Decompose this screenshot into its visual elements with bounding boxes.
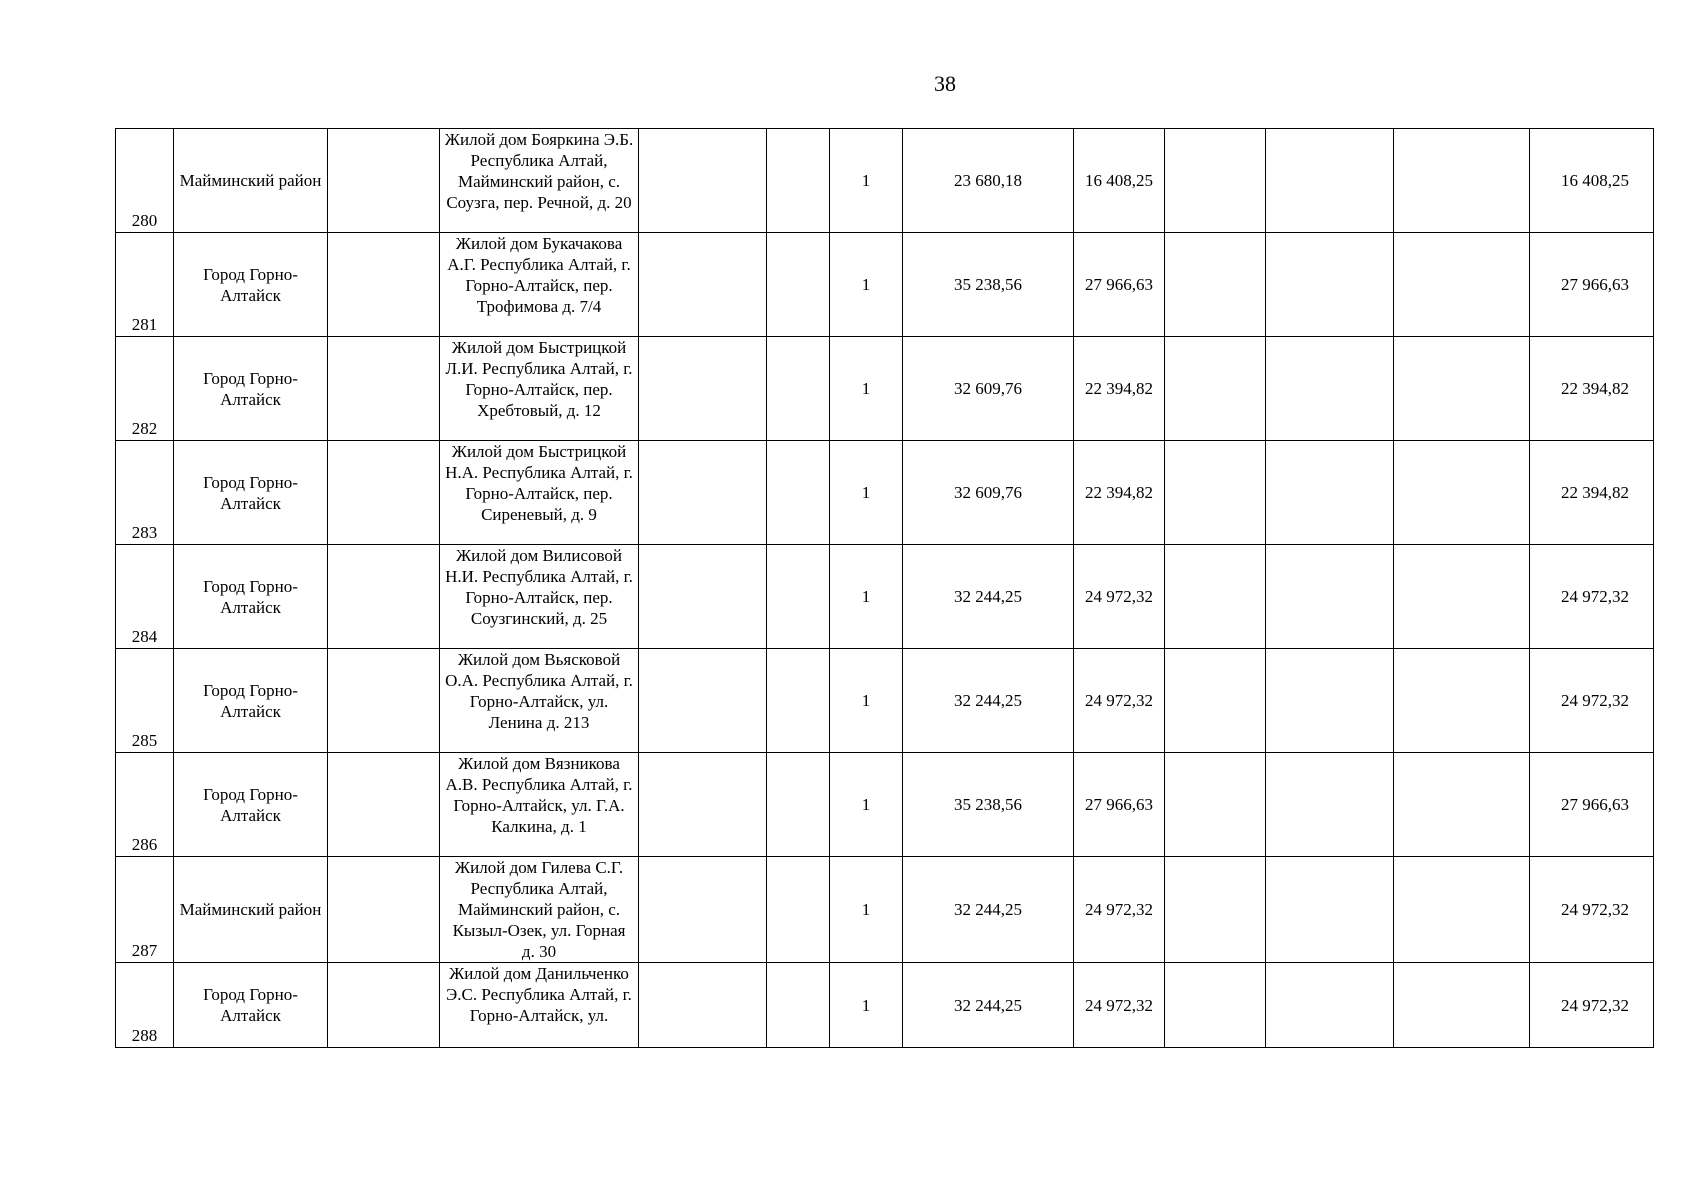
cell-amount: 32 244,25 xyxy=(903,545,1074,649)
cell-empty xyxy=(328,337,440,441)
cell-amount: 32 609,76 xyxy=(903,337,1074,441)
cell-empty xyxy=(1266,963,1394,1048)
cell-empty xyxy=(767,129,830,233)
cell-empty xyxy=(1266,129,1394,233)
cell-count: 1 xyxy=(830,337,903,441)
cell-object: Жилой дом Вязникова А.В. Республика Алтай, г. Горно-Алтайск, ул. Г.А. Калкина, д. 1 xyxy=(440,753,639,857)
cell-subsidy: 27 966,63 xyxy=(1074,753,1165,857)
cell-empty xyxy=(1165,337,1266,441)
cell-empty xyxy=(328,545,440,649)
cell-district: Майминский район xyxy=(174,857,328,963)
cell-empty xyxy=(1394,857,1530,963)
cell-empty xyxy=(328,649,440,753)
cell-district: Город Горно-Алтайск xyxy=(174,649,328,753)
cell-empty xyxy=(1394,753,1530,857)
cell-total: 24 972,32 xyxy=(1530,649,1654,753)
cell-empty xyxy=(639,337,767,441)
cell-empty xyxy=(1165,233,1266,337)
table-row xyxy=(116,649,1654,753)
cell-count: 1 xyxy=(830,233,903,337)
cell-empty xyxy=(767,441,830,545)
cell-total: 22 394,82 xyxy=(1530,441,1654,545)
cell-empty xyxy=(1394,233,1530,337)
cell-district: Город Горно-Алтайск xyxy=(174,753,328,857)
cell-empty xyxy=(639,963,767,1048)
cell-empty xyxy=(639,857,767,963)
cell-total: 22 394,82 xyxy=(1530,337,1654,441)
cell-empty xyxy=(767,753,830,857)
cell-total: 24 972,32 xyxy=(1530,545,1654,649)
cell-empty xyxy=(767,545,830,649)
cell-number: 281 xyxy=(116,233,174,337)
cell-subsidy: 16 408,25 xyxy=(1074,129,1165,233)
cell-empty xyxy=(767,963,830,1048)
cell-empty xyxy=(767,857,830,963)
cell-total: 24 972,32 xyxy=(1530,963,1654,1048)
cell-amount: 32 609,76 xyxy=(903,441,1074,545)
cell-number: 285 xyxy=(116,649,174,753)
cell-amount: 35 238,56 xyxy=(903,233,1074,337)
cell-empty xyxy=(639,753,767,857)
cell-district: Майминский район xyxy=(174,129,328,233)
cell-empty xyxy=(1394,963,1530,1048)
cell-object: Жилой дом Бояркина Э.Б. Республика Алтай, Майминский район, с. Соузга, пер. Речной, д. 20 xyxy=(440,129,639,233)
table-row xyxy=(116,963,1654,1048)
cell-object: Жилой дом Гилева С.Г. Республика Алтай, Майминский район, с. Кызыл-Озек, ул. Горная д. 30 xyxy=(440,857,639,963)
cell-number: 287 xyxy=(116,857,174,963)
cell-empty xyxy=(1165,129,1266,233)
cell-number: 288 xyxy=(116,963,174,1048)
cell-object: Жилой дом Вьясковой О.А. Республика Алтай, г. Горно-Алтайск, ул. Ленина д. 213 xyxy=(440,649,639,753)
cell-empty xyxy=(328,233,440,337)
cell-empty xyxy=(1394,129,1530,233)
cell-district: Город Горно-Алтайск xyxy=(174,545,328,649)
cell-empty xyxy=(639,233,767,337)
page-number: 38 xyxy=(934,71,956,96)
cell-subsidy: 27 966,63 xyxy=(1074,233,1165,337)
cell-object: Жилой дом Вилисовой Н.И. Республика Алтай, г. Горно-Алтайск, пер. Соузгинский, д. 25 xyxy=(440,545,639,649)
cell-empty xyxy=(328,857,440,963)
cell-count: 1 xyxy=(830,963,903,1048)
cell-district: Город Горно-Алтайск xyxy=(174,337,328,441)
cell-empty xyxy=(1394,337,1530,441)
cell-empty xyxy=(1266,545,1394,649)
cell-empty xyxy=(1266,441,1394,545)
table-row xyxy=(116,129,1654,233)
cell-object: Жилой дом Быстрицкой Н.А. Республика Алтай, г. Горно-Алтайск, пер. Сиреневый, д. 9 xyxy=(440,441,639,545)
cell-empty xyxy=(328,753,440,857)
cell-empty xyxy=(1165,441,1266,545)
cell-amount: 32 244,25 xyxy=(903,649,1074,753)
cell-empty xyxy=(1266,337,1394,441)
cell-empty xyxy=(767,337,830,441)
cell-empty xyxy=(328,129,440,233)
cell-empty xyxy=(1266,649,1394,753)
cell-count: 1 xyxy=(830,857,903,963)
cell-number: 282 xyxy=(116,337,174,441)
table-row xyxy=(116,545,1654,649)
cell-empty xyxy=(328,963,440,1048)
cell-subsidy: 24 972,32 xyxy=(1074,545,1165,649)
cell-count: 1 xyxy=(830,545,903,649)
cell-number: 284 xyxy=(116,545,174,649)
cell-number: 286 xyxy=(116,753,174,857)
cell-empty xyxy=(639,649,767,753)
cell-empty xyxy=(1266,857,1394,963)
cell-object: Жилой дом Данильченко Э.С. Республика Алтай, г. Горно-Алтайск, ул. xyxy=(440,963,639,1048)
cell-subsidy: 22 394,82 xyxy=(1074,337,1165,441)
cell-total: 27 966,63 xyxy=(1530,753,1654,857)
cell-subsidy: 24 972,32 xyxy=(1074,857,1165,963)
cell-count: 1 xyxy=(830,649,903,753)
cell-empty xyxy=(1266,753,1394,857)
cell-total: 27 966,63 xyxy=(1530,233,1654,337)
table-row xyxy=(116,441,1654,545)
cell-amount: 32 244,25 xyxy=(903,963,1074,1048)
cell-empty xyxy=(639,441,767,545)
table-row xyxy=(116,753,1654,857)
cell-district: Город Горно-Алтайск xyxy=(174,233,328,337)
cell-empty xyxy=(328,441,440,545)
cell-object: Жилой дом Букачакова А.Г. Республика Алтай, г. Горно-Алтайск, пер. Трофимова д. 7/4 xyxy=(440,233,639,337)
cell-empty xyxy=(639,129,767,233)
cell-number: 280 xyxy=(116,129,174,233)
cell-empty xyxy=(1394,441,1530,545)
cell-amount: 35 238,56 xyxy=(903,753,1074,857)
cell-count: 1 xyxy=(830,753,903,857)
cell-amount: 23 680,18 xyxy=(903,129,1074,233)
cell-empty xyxy=(1165,857,1266,963)
cell-count: 1 xyxy=(830,129,903,233)
cell-empty xyxy=(1266,233,1394,337)
cell-object: Жилой дом Быстрицкой Л.И. Республика Алтай, г. Горно-Алтайск, пер. Хребтовый, д. 12 xyxy=(440,337,639,441)
cell-empty xyxy=(1165,753,1266,857)
cell-count: 1 xyxy=(830,441,903,545)
cell-total: 24 972,32 xyxy=(1530,857,1654,963)
cell-district: Город Горно-Алтайск xyxy=(174,963,328,1048)
cell-subsidy: 22 394,82 xyxy=(1074,441,1165,545)
cell-empty xyxy=(1165,963,1266,1048)
cell-empty xyxy=(1165,649,1266,753)
cell-total: 16 408,25 xyxy=(1530,129,1654,233)
cell-amount: 32 244,25 xyxy=(903,857,1074,963)
cell-empty xyxy=(1394,649,1530,753)
cell-subsidy: 24 972,32 xyxy=(1074,963,1165,1048)
table-row xyxy=(116,337,1654,441)
cell-empty xyxy=(767,649,830,753)
cell-empty xyxy=(639,545,767,649)
cell-empty xyxy=(1165,545,1266,649)
cell-number: 283 xyxy=(116,441,174,545)
table-row xyxy=(116,233,1654,337)
cell-subsidy: 24 972,32 xyxy=(1074,649,1165,753)
data-table xyxy=(115,128,1654,1048)
cell-district: Город Горно-Алтайск xyxy=(174,441,328,545)
cell-empty xyxy=(1394,545,1530,649)
table-row xyxy=(116,857,1654,963)
cell-empty xyxy=(767,233,830,337)
